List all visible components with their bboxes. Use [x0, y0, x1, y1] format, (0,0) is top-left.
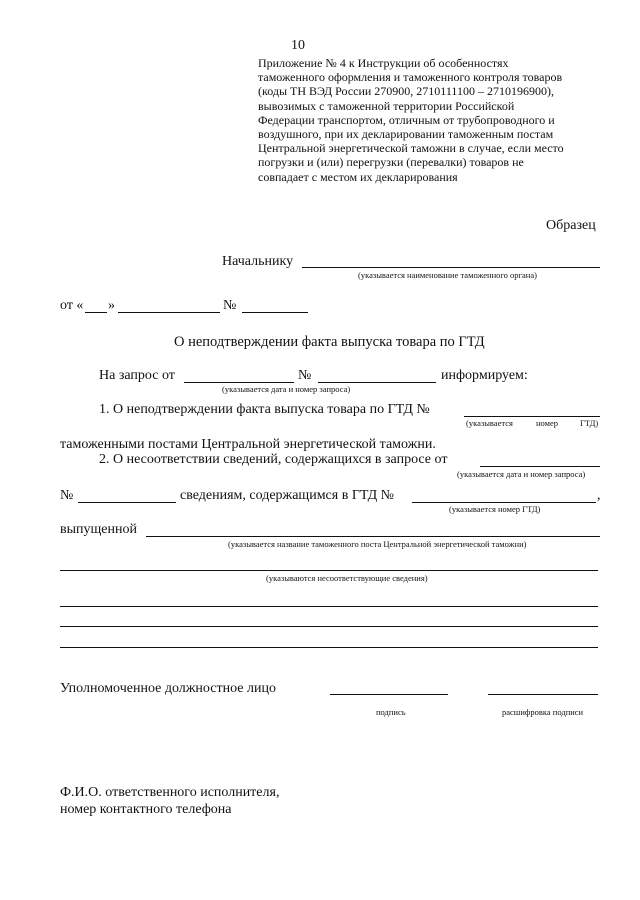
appendix-line: (коды ТН ВЭД России 270900, 2710111100 – 2710196900), — [258, 84, 554, 99]
item1-text: 1. О неподтверждении факта выпуска товара по ГТД № — [99, 402, 430, 417]
item1-gtd-field[interactable] — [464, 416, 600, 417]
outgoing-number-field[interactable] — [242, 312, 308, 313]
request-hint: (указывается дата и номер запроса) — [222, 384, 351, 394]
appendix-line: таможенного оформления и таможенного контроля товаров — [258, 70, 563, 85]
date-quote-close: » — [108, 298, 115, 313]
item2-number-field[interactable] — [78, 502, 176, 503]
mismatch-hint: (указываются несоответствующие сведения) — [266, 573, 428, 583]
appendix-line: погрузки и (или) перегрузки (перевалки) товаров не — [258, 155, 524, 170]
item1-hint-word: (указывается — [466, 418, 513, 428]
mismatch-line[interactable] — [60, 570, 598, 571]
signature-decode-field[interactable] — [488, 694, 598, 695]
page-number: 10 — [291, 38, 305, 53]
appendix-header — [258, 56, 618, 184]
addressee-hint: (указывается наименование таможенного органа) — [358, 270, 537, 280]
mismatch-line[interactable] — [60, 647, 598, 648]
signature-label: Уполномоченное должностное лицо — [60, 681, 276, 696]
signature-decode-hint: расшифровка подписи — [502, 707, 584, 717]
mismatch-line[interactable] — [60, 606, 598, 607]
item2-gtd-field[interactable] — [412, 502, 596, 503]
item2-text: 2. О несоответствии сведений, содержащихся в запросе от — [99, 452, 448, 467]
executor-phone-label: номер контактного телефона — [60, 802, 232, 817]
executor-name-label: Ф.И.О. ответственного исполнителя, — [60, 785, 280, 800]
item1-continuation: таможенными постами Центральной энергетической таможни. — [60, 437, 436, 452]
addressee-label: Начальнику — [222, 254, 294, 269]
signature-field[interactable] — [330, 694, 448, 695]
signature-hint: подпись — [376, 707, 406, 717]
outgoing-number-sign: № — [223, 298, 237, 313]
request-prefix: На запрос от — [99, 368, 175, 383]
item2-gtd-hint: (указывается номер ГТД) — [449, 504, 541, 514]
released-post-field[interactable] — [146, 536, 600, 537]
item1-hint-word: номер — [536, 418, 559, 428]
addressee-field[interactable] — [302, 267, 600, 268]
date-from-label: от « — [60, 298, 84, 313]
request-number-field[interactable] — [318, 382, 436, 383]
date-month-year-field[interactable] — [118, 312, 220, 313]
item1-hint-word: ГТД) — [580, 418, 599, 428]
appendix-line: совпадает с местом их декларирования — [258, 169, 458, 184]
request-number-sign: № — [298, 368, 312, 383]
item2-hint: (указывается дата и номер запроса) — [457, 469, 586, 479]
appendix-line: Федерации транспортом, отличным от трубопроводного и — [258, 112, 555, 127]
item2-middle: сведениям, содержащимся в ГТД № — [180, 488, 394, 503]
request-date-field[interactable] — [184, 382, 294, 383]
item2-number-sign: № — [60, 488, 74, 503]
released-label: выпущенной — [60, 522, 137, 537]
appendix-line: вывозимых с таможенной территории Российской — [258, 98, 515, 113]
appendix-line: Приложение № 4 к Инструкции об особенностях — [258, 56, 509, 70]
item2-request-field[interactable] — [480, 466, 600, 467]
request-suffix: информируем: — [441, 368, 528, 383]
item2-comma: , — [597, 488, 601, 503]
released-hint: (указывается название таможенного поста Центральной энергетической таможни) — [228, 539, 527, 549]
appendix-line: воздушного, при их декларировании таможенным постам — [258, 127, 554, 142]
sample-label: Образец — [546, 218, 596, 233]
appendix-line: Центральной энергетической таможни в случае, если место — [258, 141, 564, 156]
mismatch-line[interactable] — [60, 626, 598, 627]
date-day-field[interactable] — [85, 312, 107, 313]
document-title: О неподтверждении факта выпуска товара по ГТД — [174, 334, 485, 350]
